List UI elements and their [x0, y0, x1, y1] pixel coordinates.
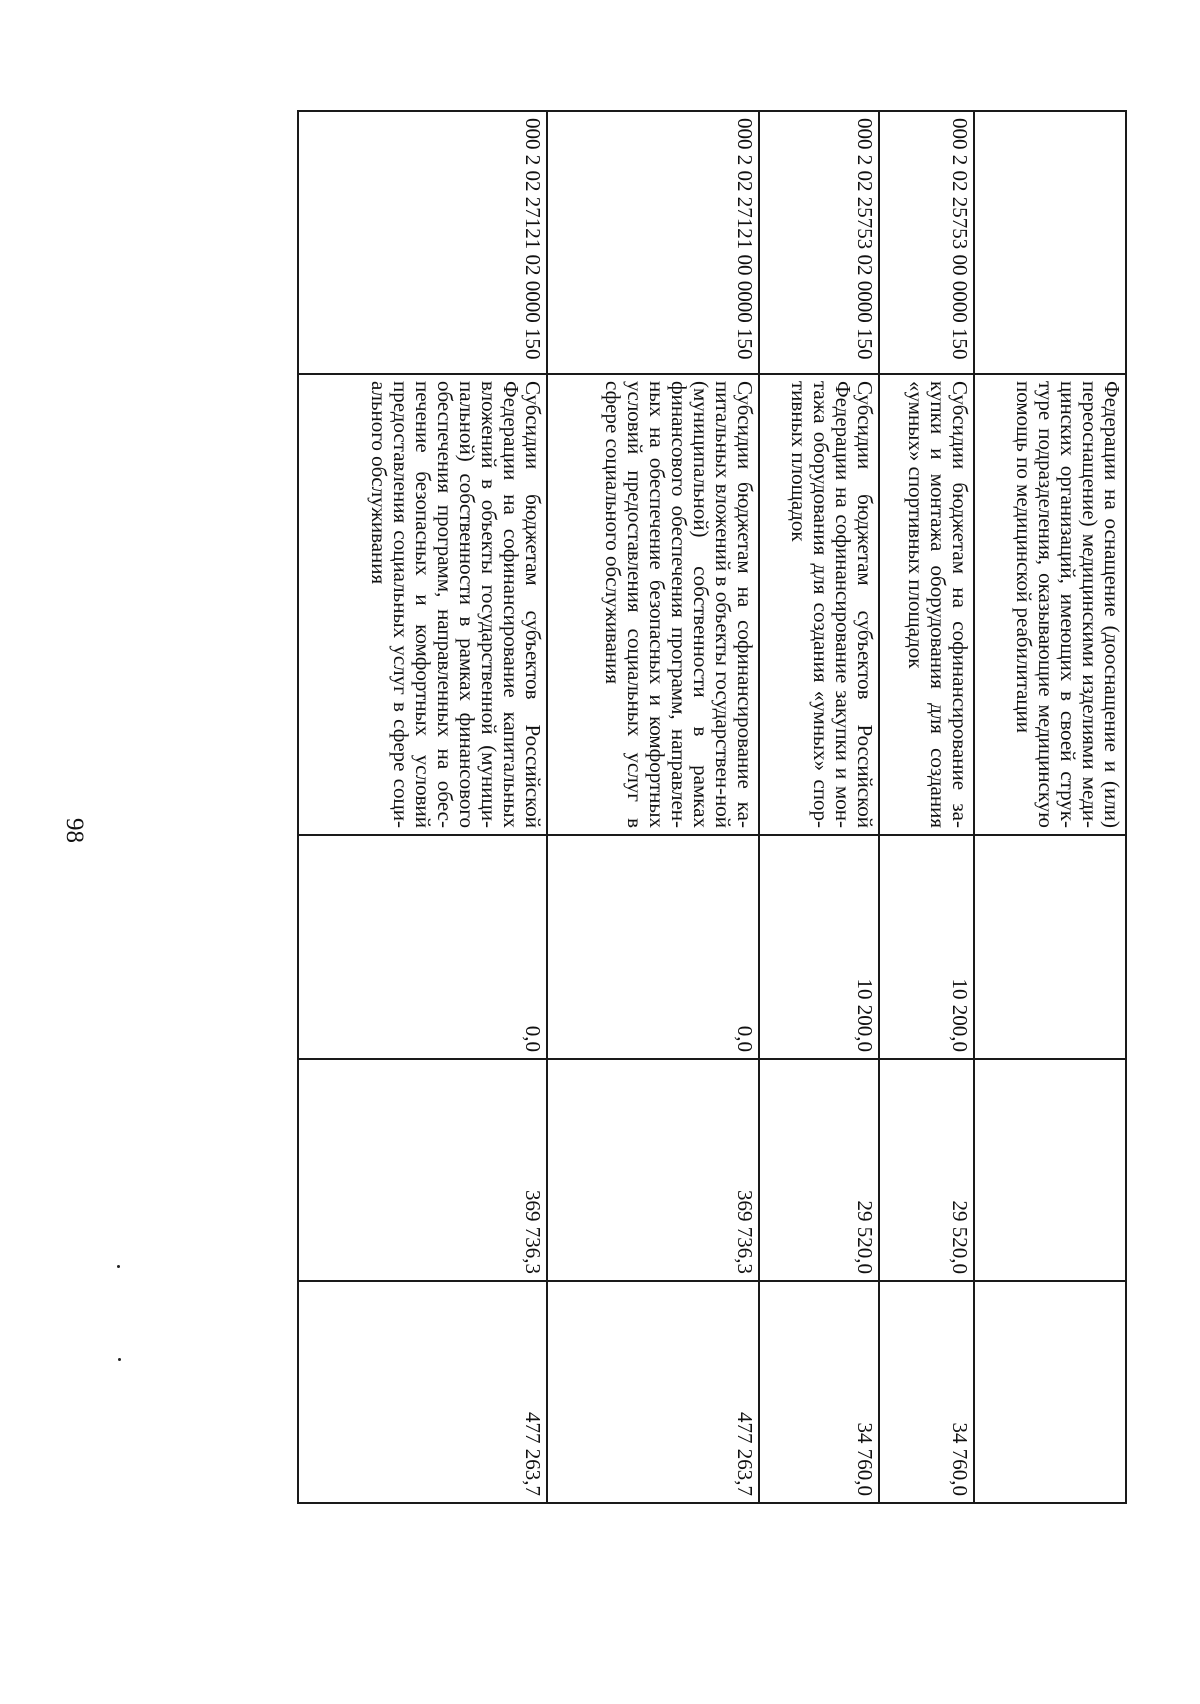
- value-cell: 0,0: [547, 835, 759, 1059]
- scan-speck: [118, 1358, 121, 1361]
- value-cell: 34 760,0: [879, 1281, 974, 1503]
- value-cell: 10 200,0: [879, 835, 974, 1059]
- table-row: [298, 111, 547, 1503]
- description-cell: Субсидии бюджетам субъектов Российской Федерации на софинансирование закупки и мон-тажа оборудования для создания «умных» спор-тивных площадок: [759, 374, 879, 835]
- value-cell: 369 736,3: [298, 1059, 547, 1281]
- description-cell: Субсидии бюджетам на софинансирование ка-питальных вложений в объекты государствен-ной (муниципальной) собственности в рамках финансового обеспечения программ, направлен-ных на обеспечение безопасных и комфортных условий предоставления социальных услуг в сфере социального обслуживания: [547, 374, 759, 835]
- description-cell: Субсидии бюджетам на софинансирование за-купки и монтажа оборудования для создания «умных» спортивных площадок: [879, 374, 974, 835]
- value-cell: 10 200,0: [759, 835, 879, 1059]
- value-cell: 34 760,0: [759, 1281, 879, 1503]
- rotated-table-wrapper: [299, 110, 1127, 1502]
- table-row: [974, 111, 1126, 1503]
- scan-speck: [117, 1265, 120, 1268]
- budget-code-cell: 000 2 02 27121 02 0000 150: [298, 111, 547, 374]
- value-cell: 477 263,7: [547, 1281, 759, 1503]
- budget-code-cell: 000 2 02 27121 00 0000 150: [547, 111, 759, 374]
- value-cell: 29 520,0: [879, 1059, 974, 1281]
- value-cell: 369 736,3: [547, 1059, 759, 1281]
- value-cell: 29 520,0: [759, 1059, 879, 1281]
- description-cell: Федерации на оснащение (дооснащение и (или) переоснащение) медицинскими изделиями меди-цинских организаций, имеющих в своей струк-туре подразделения, оказывающие медицинскую помощь по медицинской реабилитации: [974, 374, 1126, 835]
- table-row: [547, 111, 759, 1503]
- table-row: [759, 111, 879, 1503]
- value-cell: [974, 1059, 1126, 1281]
- budget-code-cell: 000 2 02 25753 00 0000 150: [879, 111, 974, 374]
- value-cell: [974, 1281, 1126, 1503]
- value-cell: [974, 835, 1126, 1059]
- value-cell: 0,0: [298, 835, 547, 1059]
- value-cell: 477 263,7: [298, 1281, 547, 1503]
- page-number: 98: [61, 818, 88, 843]
- table-row: [879, 111, 974, 1503]
- description-cell: Субсидии бюджетам субъектов Российской Федерации на софинансирование капитальных вложений в объекты государственной (муници-пальной) собственности в рамках финансового обеспечения программ, направленных на обес-печение безопасных и комфортных условий предоставления социальных услуг в сфере соци-ального обслуживания: [298, 374, 547, 835]
- budget-code-cell: 000 2 02 25753 02 0000 150: [759, 111, 879, 374]
- budget-code-cell: [974, 111, 1126, 374]
- budget-table: [297, 110, 1127, 1504]
